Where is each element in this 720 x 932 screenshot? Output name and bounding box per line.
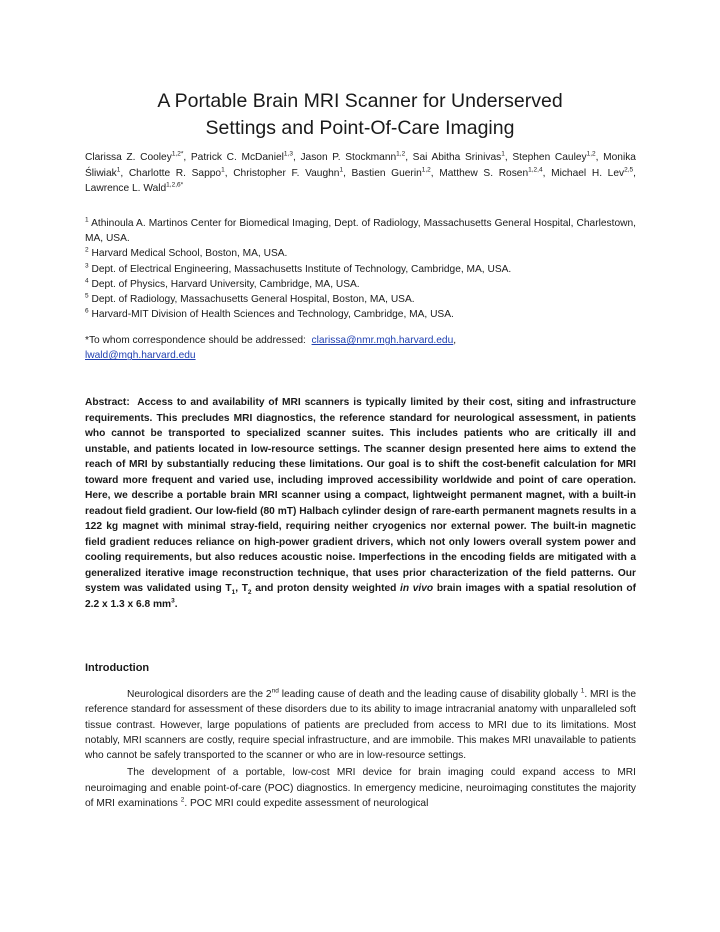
author-affiliation-marker: 1,2 [586,150,596,158]
author [129,168,225,179]
author-affiliation-marker: 1 [501,150,505,158]
t2-subscript: 2 [247,589,252,597]
affiliation-number: 4 [85,277,89,285]
author-name: Matthew S. Rosen [439,167,529,179]
author [413,152,505,163]
intro-paragraph-1 [85,687,636,763]
author [300,152,405,163]
introduction-heading: Introduction [85,662,150,674]
author-name: Stephen Cauley [512,152,587,163]
affiliation-number: 1 [85,216,89,224]
affiliation-number: 3 [85,262,89,270]
author [352,168,431,179]
abstract-label: Abstract [85,397,127,408]
affiliation-number: 5 [85,292,89,300]
author [191,152,293,163]
intro-paragraph-2 [85,765,636,811]
author [233,168,343,179]
author-affiliation-marker: 1,2,4 [528,166,543,174]
affiliation [85,292,636,307]
affiliation [85,216,636,246]
author-name: Lawrence L. Wald [85,183,167,195]
author-affiliation-marker: 1 [339,166,344,174]
affiliation-text: Dept. of Physics, Harvard University, Cambridge, MA, USA. [91,278,360,290]
email-link-2[interactable]: lwald@mgh.harvard.edu [85,350,196,362]
author-name: Christopher F. Vaughn [233,167,340,179]
mm3-superscript: 3 [171,597,175,605]
author-affiliation-marker: 1 [116,166,121,174]
p1-text-c: . MRI is the reference standard for assessment of these disorders due to its ability to image intracranial anatomy with unparalleled soft tissue contrast. However, large populations of patients are precluded from access to MRI due to its limitations. Most notably, MRI scanners are costly, require special infrastructure, and are immobile. This makes MRI unavailable to patients who cannot be safely transported to the scanner or who are in low-resource settings. [85,689,637,762]
abstract-text-3: brain images with a spatial resolution of 2.2 x 1.3 x 6.8 mm [85,583,636,610]
affiliation-text: Harvard Medical School, Boston, MA, USA. [91,248,288,260]
citation-ref-2: 2 [180,796,185,804]
affiliation-text: Dept. of Electrical Engineering, Massachusetts Institute of Technology, Cambridge, MA, USA. [91,263,512,275]
affiliation-text: Harvard-MIT Division of Health Sciences and Technology, Cambridge, MA, USA. [91,309,454,321]
author-name: Sai Abitha Srinivas [412,152,502,163]
author [85,152,183,163]
abstract-text-2: and proton density weighted [251,583,401,594]
author-name: Patrick C. McDaniel [190,152,284,163]
author-list: Clarissa Z. Cooley$^{1,2*}$, Patrick C. McDaniel$^{1,3}$, Jason P. Stockmann$^{1,2}$, Sai Abitha Srinivas$^1$, Stephen Cauley$^{1,2}$, Monika Śliwiak$^1$, Charlotte R. Sappo$^1$, Christopher F. Vaughn$^1$, Bastien Guerin$^{1,2}$, Matthew S. Rosen$^{1,2,4}$, Michael H. Lev$^{2,5}$, Lawrence L. Wald$^{1,2,6*}$ [85,150,636,195]
author-affiliation-marker: 1,3 [283,150,293,158]
affiliation-text: Athinoula A. Martinos Center for Biomedical Imaging, Dept. of Radiology, Massachusetts General Hospital, Charlestown, MA, USA. [85,218,636,245]
p1-text-a: Neurological disorders are the 2 [127,689,272,700]
title-line-2: Settings and Point-Of-Care Imaging [205,117,515,139]
abstract-comma: , T [235,583,248,594]
citation-ref-1: 1 [580,687,585,695]
affiliation-list [85,216,636,322]
author-affiliation-marker: 1,2* [171,150,184,158]
t1-subscript: 1 [231,589,236,597]
affiliation [85,262,636,277]
correspondence [85,333,636,364]
abstract [85,395,636,612]
abstract-end: . [174,598,178,610]
p1-text-b: leading cause of death and the leading cause of disability globally [278,689,581,700]
author-name: Bastien Guerin [351,167,422,179]
author [85,183,183,194]
affiliation-text: Dept. of Radiology, Massachusetts General Hospital, Boston, MA, USA. [91,294,415,306]
author-affiliation-marker: 1 [221,166,225,174]
p2-text-a: The development of a portable, low-cost MRI device for brain imaging could expand access to MRI neuroimaging and enable point-of-care (POC) diagnostics. In emergency medicine, neuroimaging constitutes the majority of MRI examinations [85,767,636,810]
p2-text-b: . POC MRI could expedite assessment of neurological [184,798,429,810]
author [551,168,633,179]
author-affiliation-marker: 1,2,6* [166,181,184,189]
abstract-text-1: Access to and availability of MRI scanners is typically limited by their cost, siting and infrastructure requirements. This precludes MRI diagnostics, the reference standard for neurological assessment, in patients who cannot be transported to specialized scanner suites. This includes patients who are critically ill and unstable, and patients located in low-resource settings. The scanner design presented here aims to extend the reach of MRI by substantially reducing these limitations. Our goal is to shift the cost-benefit calculation for MRI toward more frequent and varied use, including improved accessibility worldwide and point of care operation. Here, we describe a portable brain MRI scanner using a compact, lightweight permanent magnet, with a built-in readout field gradient. Our low-field (80 mT) Halbach cylinder design of rare-earth permanent magnets results in a 122 kg magnet with minimal stray-field, requiring neither cryogenics nor external power. The built-in magnetic field gradient reduces reliance on high-power gradient drivers, which not only lowers overall system power and cooling requirements, but also reduces acoustic noise. Imperfections in the encoding fields are mitigated with a generalized iterative image reconstruction technique, that uses prior characterization of the field patterns. Our system was validated using T [85,397,636,594]
abstract-colon: : [126,397,130,408]
author-name: Jason P. Stockmann [300,152,397,163]
abstract-italic: in vivo [400,583,434,594]
introduction-body [85,687,636,811]
author-name: Clarissa Z. Cooley [85,152,172,163]
title-line-1: A Portable Brain MRI Scanner for Underserved [157,90,563,112]
author [512,152,595,163]
author-name: Michael H. Lev [551,167,625,179]
paper-title [80,88,640,142]
author [439,168,542,179]
p1-ordinal: nd [271,687,279,695]
affiliation-number: 2 [85,247,89,255]
email-separator: , [453,335,457,346]
affiliation [85,277,636,292]
author-affiliation-marker: 1,2 [396,150,406,158]
author-affiliation-marker: 1,2 [421,166,431,174]
author-affiliation-marker: 2,5 [624,166,634,174]
email-link-1[interactable]: clarissa@nmr.mgh.harvard.edu [311,335,454,346]
author-name: Charlotte R. Sappo [128,167,222,179]
correspondence-text: *To whom correspondence should be addressed: [85,335,306,346]
affiliation-number: 6 [85,307,89,315]
affiliation [85,307,636,322]
affiliation [85,246,636,261]
author-name: Monika Śliwiak [85,152,636,179]
